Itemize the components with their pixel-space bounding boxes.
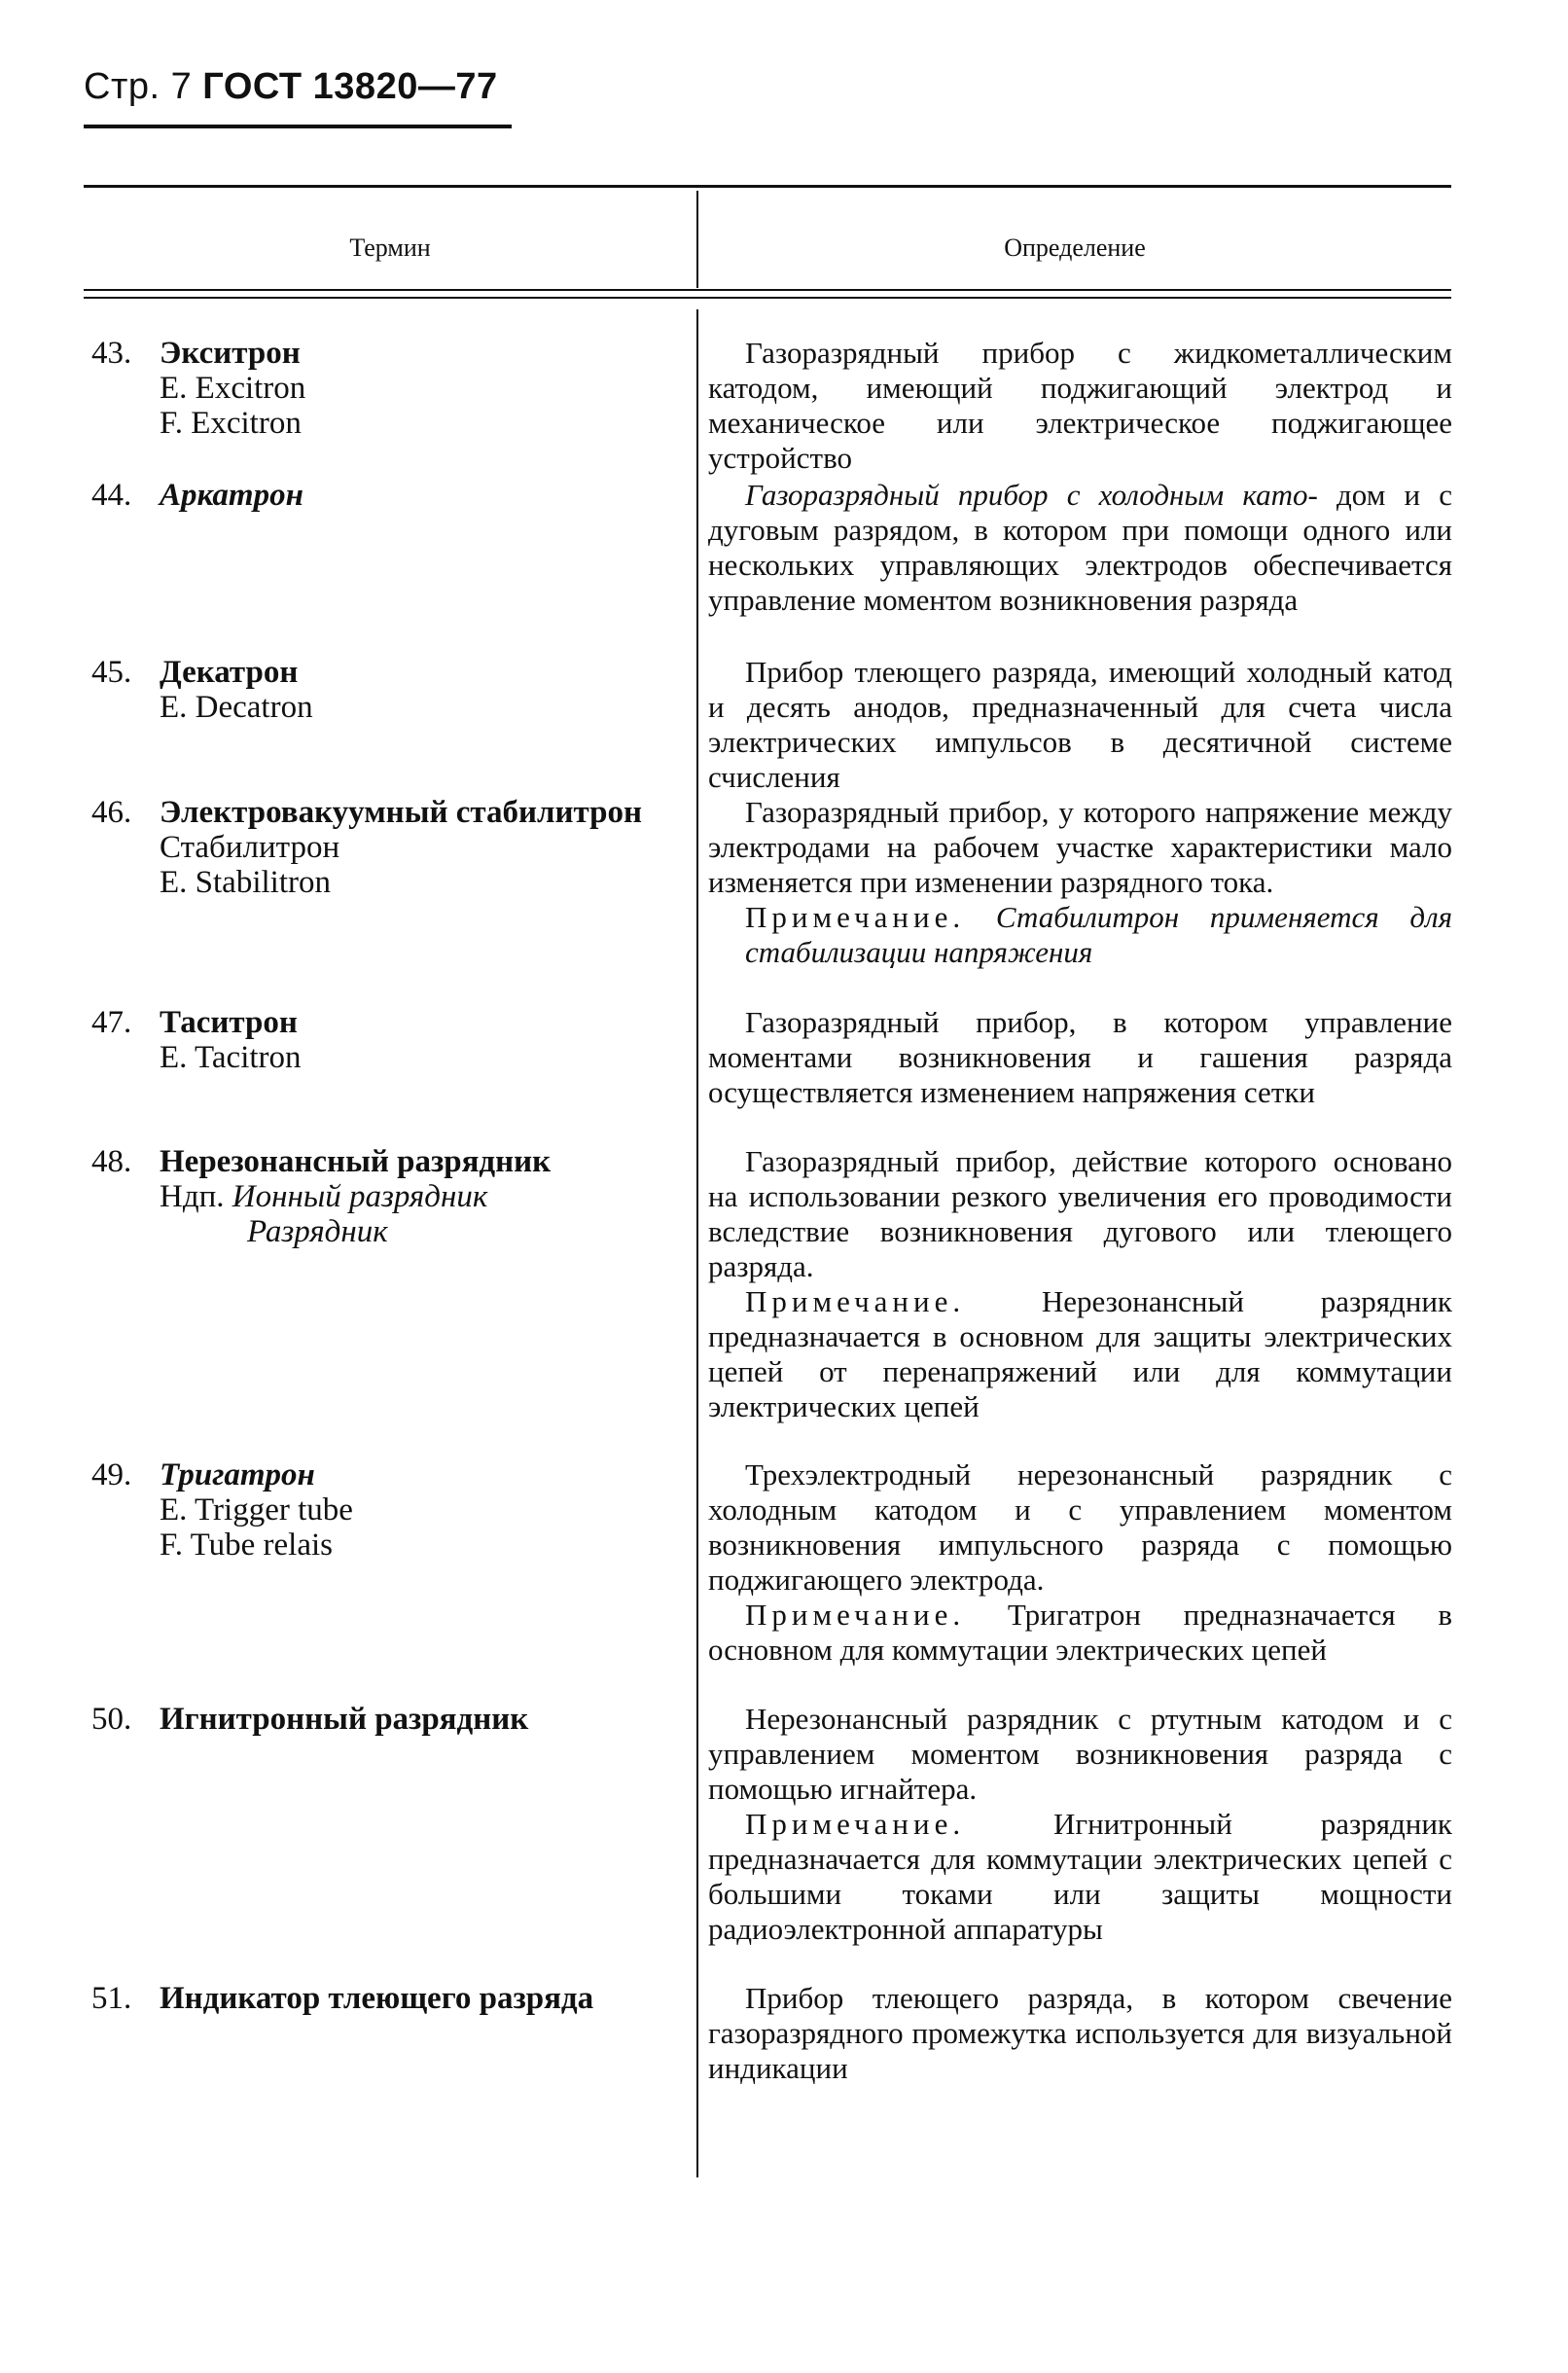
term-cell — [91, 1144, 675, 1249]
term-cell — [91, 1702, 675, 1737]
definition-text: Нерезонансный разрядник с ртутным катодом и с управлением моментом возникновения разряда с помощью игнайтера. — [708, 1702, 1452, 1806]
definition-cell — [708, 1981, 1452, 2086]
header-bottom-rule-2 — [84, 297, 1451, 299]
header-definition: Определение — [1004, 234, 1146, 262]
term-cell — [91, 1457, 675, 1563]
definition-italic-lead: Газоразрядный прибор с холодным като- — [745, 478, 1318, 512]
table-top-rule — [84, 185, 1451, 188]
term-name: Аркатрон — [160, 478, 303, 513]
definition-cell — [708, 1144, 1452, 1424]
definition-text: Газоразрядный прибор, действие которого основано на использовании резкого увеличения его проводимости вследствие возникновения дугового или тлеющего разряда. — [708, 1144, 1452, 1283]
term-foreign-french: F. Excitron — [160, 406, 302, 441]
definition-text: Газоразрядный прибор с жидкометаллическим катодом, имеющий поджигающий электрод и механическое или электрическое поджигающее устройство — [708, 336, 1452, 475]
note-label: Примечание. — [745, 900, 966, 934]
term-name: Электровакуумный стабилитрон — [160, 795, 642, 830]
note-label: Примечание. — [745, 1284, 966, 1318]
definition-text: Прибор тлеющего разряда, в котором свечение газоразрядного промежутка используется для визуальной индикации — [708, 1981, 1452, 2085]
note-text: Стабилитрон применяется для стабилизации напряжения — [745, 900, 1453, 969]
term-number: 45. — [91, 655, 132, 690]
term-number: 51. — [91, 1981, 132, 2016]
term-name: Таситрон — [160, 1005, 298, 1040]
page-header — [84, 66, 498, 108]
term-number: 48. — [91, 1144, 132, 1179]
term-name: Тригатрон — [160, 1457, 315, 1492]
definition-cell — [708, 1457, 1452, 1668]
note-label: Примечание. — [745, 1807, 966, 1841]
definition-text: дом и с дуговым разрядом, в котором при помощи одного или нескольких управляющих электродов обеспечивается управление моментом возникновения разряда — [708, 478, 1453, 617]
body-column-divider — [696, 309, 698, 2177]
term-number: 49. — [91, 1457, 132, 1492]
definition-cell — [708, 795, 1452, 970]
term-foreign-english: E. Excitron — [160, 371, 306, 406]
term-number: 44. — [91, 478, 132, 513]
not-allowed-term: Разрядник — [247, 1214, 388, 1249]
term-name: Экситрон — [160, 336, 301, 371]
term-number: 46. — [91, 795, 132, 830]
header-bottom-rule-1 — [84, 289, 1451, 291]
definition-cell — [708, 1005, 1452, 1110]
term-name: Игнитронный разрядник — [160, 1702, 529, 1737]
term-number: 43. — [91, 336, 132, 371]
term-cell — [91, 1981, 675, 2016]
term-cell — [91, 655, 675, 725]
term-name: Нерезонансный разрядник — [160, 1144, 552, 1179]
header-term: Термин — [349, 234, 431, 262]
definition-text: Прибор тлеющего разряда, имеющий холодный катод и десять анодов, предназначенный для счета числа электрических импульсов в десятичной системе счисления — [708, 655, 1452, 794]
note-label: Примечание. — [745, 1598, 966, 1632]
definition-cell — [708, 336, 1452, 476]
standard-designation: ГОСТ 13820—77 — [202, 66, 498, 107]
term-foreign-french: F. Tube relais — [160, 1528, 333, 1563]
term-synonym: Стабилитрон — [160, 830, 340, 865]
definition-text: Газоразрядный прибор, в котором управление моментами возникновения и гашения разряда осуществляется изменением напряжения сетки — [708, 1005, 1452, 1109]
term-cell — [91, 336, 675, 441]
definition-text: Газоразрядный прибор, у которого напряжение между электродами на рабочем участке характеристики мало изменяется при изменении разрядного тока. — [708, 795, 1452, 899]
definition-cell — [708, 1702, 1452, 1947]
term-foreign-english: E. Stabilitron — [160, 865, 331, 900]
header-underline — [84, 125, 512, 128]
note-text: Нерезонансный разрядник предназначается в основном для защиты электрических цепей от перенапряжений или для коммутации электрических цепей — [708, 1284, 1452, 1423]
term-number: 47. — [91, 1005, 132, 1040]
term-foreign-english: E. Tacitron — [160, 1040, 302, 1075]
definition-cell — [708, 478, 1452, 618]
term-name: Декатрон — [160, 655, 299, 690]
definition-cell — [708, 655, 1452, 795]
term-cell — [91, 795, 660, 900]
not-allowed-label: Ндп. — [160, 1179, 225, 1214]
term-foreign-english: E. Decatron — [160, 690, 313, 725]
note-text: Игнитронный разрядник предназначается для коммутации электрических цепей с большими токами или защиты мощности радиоэлектронной аппаратуры — [708, 1807, 1452, 1946]
term-cell — [91, 478, 675, 513]
term-name: Индикатор тлеющего разряда — [160, 1981, 594, 2016]
term-foreign-english: E. Trigger tube — [160, 1492, 353, 1528]
term-cell — [91, 1005, 675, 1075]
not-allowed-term: Ионный разрядник — [232, 1179, 488, 1214]
term-number: 50. — [91, 1702, 132, 1737]
note-text: Тригатрон предназначается в основном для коммутации электрических цепей — [708, 1598, 1453, 1667]
page-number: Стр. 7 — [84, 66, 193, 107]
definition-text: Трехэлектродный нерезонансный разрядник с холодным катодом и с управлением моментом возникновения импульсного разряда с помощью поджигающего электрода. — [708, 1457, 1452, 1597]
